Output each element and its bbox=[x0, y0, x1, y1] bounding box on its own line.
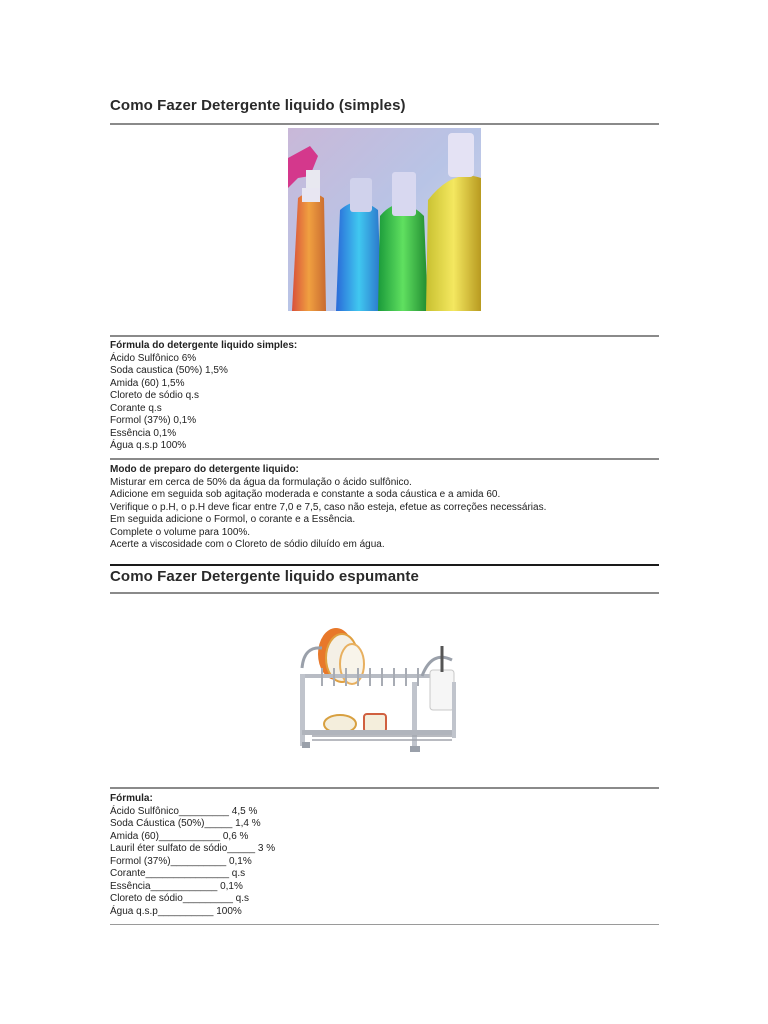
formula-foaming-block bbox=[110, 793, 275, 918]
method-line: Verifique o p.H, o p.H deve ficar entre 7,0 e 7,5, caso não esteja, efetue as correções necessárias. bbox=[110, 501, 547, 513]
formula-line: Água q.s.p 100% bbox=[110, 440, 187, 451]
formula-foaming-heading: Fórmula: bbox=[110, 793, 153, 804]
formula-simple-heading: Fórmula do detergente liquido simples: bbox=[110, 340, 298, 351]
formula-line: Cloreto de sódio_________ q.s bbox=[110, 893, 249, 904]
formula-line: Essência____________ 0,1% bbox=[110, 880, 243, 892]
dish-rack-image bbox=[292, 626, 472, 756]
section1-title: Como Fazer Detergente liquido (simples) bbox=[110, 97, 406, 114]
formula-line: Corante_______________ q.s bbox=[110, 868, 246, 879]
method-line: Complete o volume para 100%. bbox=[110, 526, 251, 538]
divider bbox=[110, 924, 659, 925]
method-line: Adicione em seguida sob agitação moderada e constante a soda cáustica e a amida 60. bbox=[110, 489, 501, 500]
divider bbox=[110, 335, 659, 337]
formula-line: Amida (60) 1,5% bbox=[110, 377, 185, 389]
method-line: Em seguida adicione o Formol, o corante e a Essência. bbox=[110, 514, 356, 525]
detergent-bottles-image bbox=[288, 128, 481, 311]
divider bbox=[110, 592, 659, 594]
formula-line: Soda caustica (50%) 1,5% bbox=[110, 365, 228, 376]
formula-line: Água q.s.p__________ 100% bbox=[110, 905, 242, 917]
method-heading: Modo de preparo do detergente liquido: bbox=[110, 464, 299, 475]
formula-line: Essência 0,1% bbox=[110, 427, 177, 439]
formula-line: Corante q.s bbox=[110, 402, 162, 414]
divider bbox=[110, 787, 659, 789]
formula-simple-block bbox=[110, 340, 297, 453]
formula-line: Cloreto de sódio q.s bbox=[110, 390, 199, 401]
method-line: Misturar em cerca de 50% da água da formulação o ácido sulfônico. bbox=[110, 476, 412, 488]
divider bbox=[110, 564, 659, 566]
formula-line: Ácido Sulfônico_________ 4,5 % bbox=[110, 805, 258, 817]
method-block bbox=[110, 464, 546, 552]
section2-title: Como Fazer Detergente liquido espumante bbox=[110, 568, 419, 585]
formula-line: Lauril éter sulfato de sódio_____ 3 % bbox=[110, 843, 276, 854]
formula-line: Formol (37%) 0,1% bbox=[110, 415, 197, 426]
method-line: Acerte a viscosidade com o Cloreto de sódio diluído em água. bbox=[110, 539, 385, 550]
formula-line: Soda Cáustica (50%)_____ 1,4 % bbox=[110, 818, 261, 829]
divider bbox=[110, 123, 659, 125]
formula-line: Ácido Sulfônico 6% bbox=[110, 352, 197, 364]
formula-line: Amida (60)___________ 0,6 % bbox=[110, 830, 249, 842]
divider bbox=[110, 458, 659, 460]
formula-line: Formol (37%)__________ 0,1% bbox=[110, 855, 252, 867]
